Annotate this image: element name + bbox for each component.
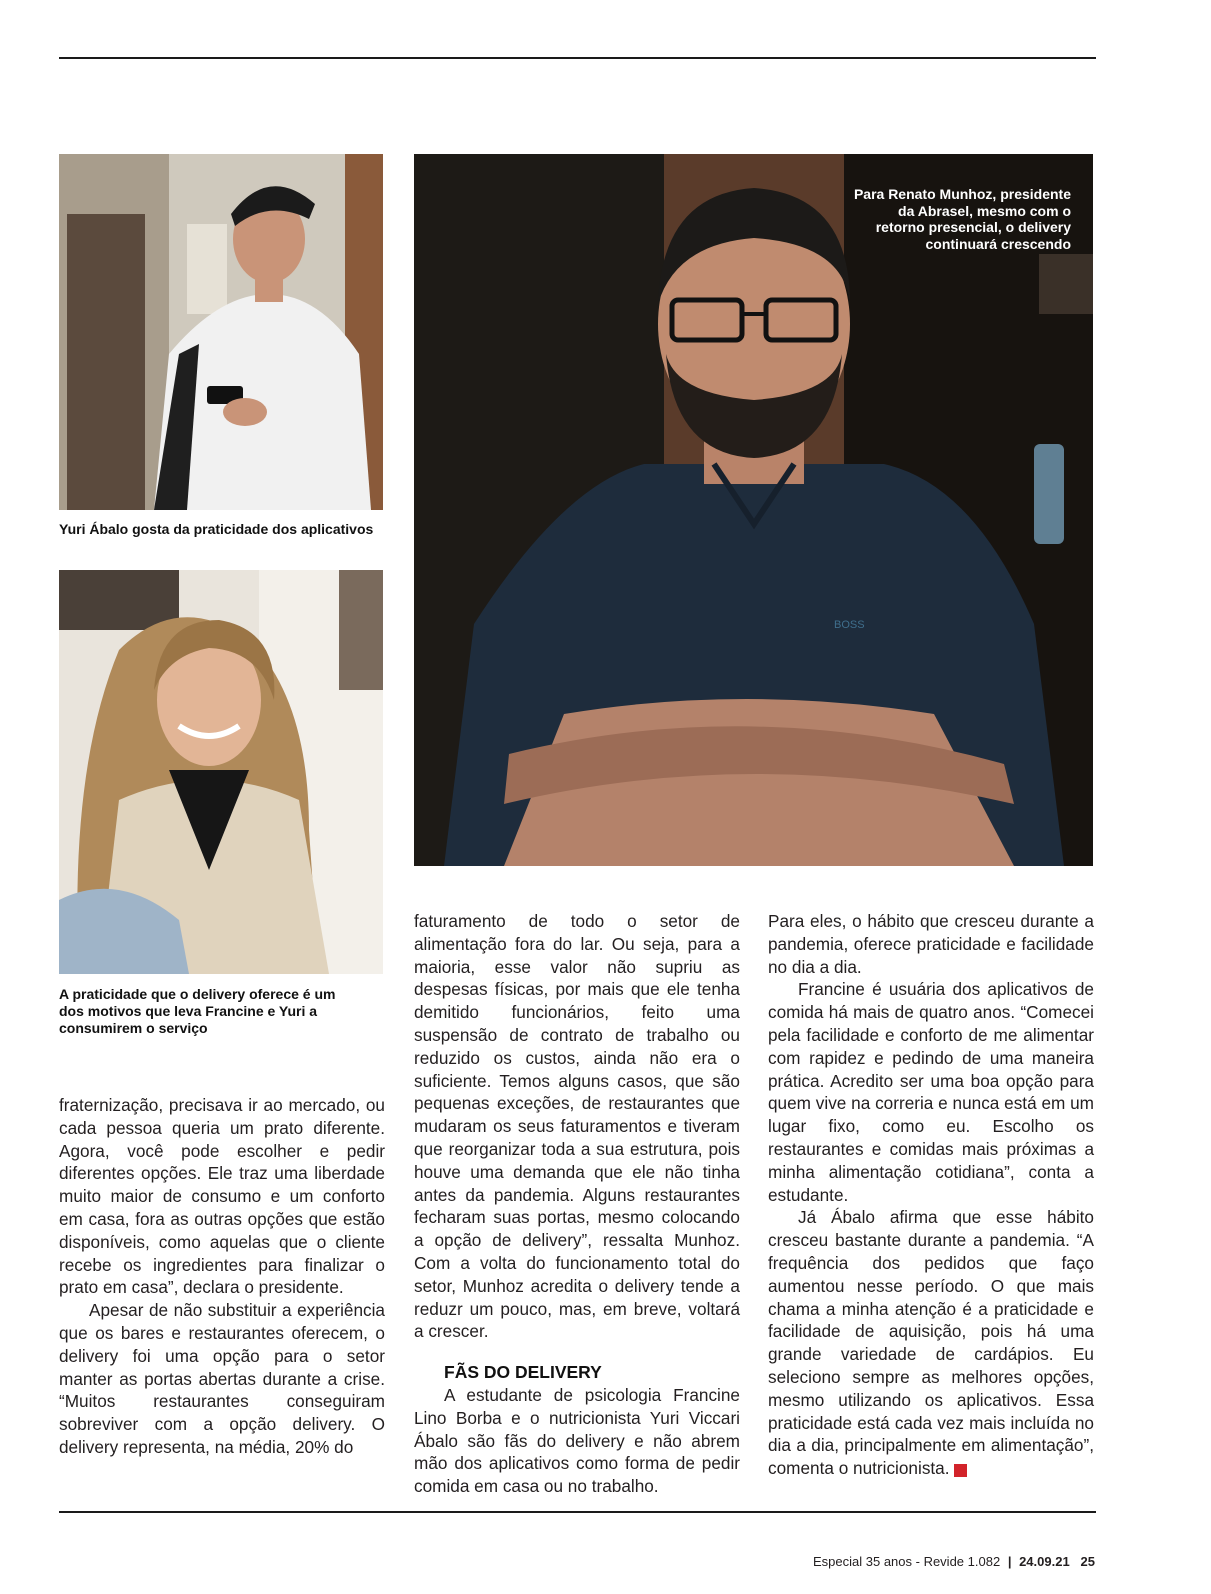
body-column-middle bbox=[414, 910, 740, 1498]
caption-yuri: Yuri Ábalo gosta da praticidade dos aplicativos bbox=[59, 521, 374, 537]
body-paragraph: A estudante de psicologia Francine Lino Borba e o nutricionista Yuri Viccari Ábalo são fãs do delivery e não abrem mão dos aplicativos como forma de pedir comida em casa ou no trabalho. bbox=[414, 1384, 740, 1497]
bottom-rule bbox=[59, 1511, 1096, 1513]
page-number: 25 bbox=[1080, 1554, 1095, 1569]
photo-francine bbox=[59, 570, 383, 974]
photo-yuri bbox=[59, 154, 383, 510]
body-paragraph-last bbox=[768, 1206, 1094, 1480]
body-paragraph: fraternização, precisava ir ao mercado, ou cada pessoa queria um prato diferente. Agora, você pode escolher e pedir diferentes opções. Ele traz uma liberdade muito maior de consumo e um conforto em casa, fora as outras opções que estão disponíveis, como aquelas que o cliente recebe os ingredientes para finalizar o prato em casa”, declara o presidente. bbox=[59, 1095, 385, 1298]
caption-francine: A praticidade que o delivery oferece é um dos motivos que leva Francine e Yuri a consumirem o serviço bbox=[59, 986, 336, 1036]
page-folio bbox=[813, 1554, 1095, 1569]
body-paragraph: faturamento de todo o setor de alimentação fora do lar. Ou seja, para a maioria, esse valor não supriu as despesas físicas, por mais que ele tenha demitido funcionários, feito uma suspensão de contrato de trabalho ou reduzido os custos, ainda não era o suficiente. Temos alguns casos, que são pequenas exceções, de restaurantes que mudaram os seus faturamentos e tiveram que reorganizar toda a sua estrutura, pois houve uma demanda que ele não tinha antes da pandemia. Alguns restaurantes fecharam suas portas, mesmo colocando a opção de delivery”, ressalta Munhoz. Com a volta do funcionamento total do setor, Munhoz acredita o delivery tende a reduzr um pouco, mas, em breve, voltará a crescer. bbox=[414, 911, 740, 1342]
body-column-left bbox=[59, 1094, 385, 1459]
body-paragraph: Apesar de não substituir a experiência que os bares e restaurantes oferecem, o delivery foi uma opção para o setor manter as portas abertas durante a crise. “Muitos restaurantes conseguiram sobreviver com a opção delivery. O delivery representa, na média, 20% do bbox=[59, 1300, 385, 1457]
section-subhead: FÃS DO DELIVERY bbox=[444, 1362, 602, 1383]
folio-separator: | bbox=[1007, 1554, 1012, 1569]
shirt-logo: BOSS bbox=[834, 619, 865, 631]
body-paragraph: Para eles, o hábito que cresceu durante a pandemia, oferece praticidade e facilidade no dia a dia. bbox=[768, 911, 1094, 977]
end-mark-icon: R bbox=[954, 1464, 967, 1477]
caption-renato: Para Renato Munhoz, presidente da Abrasel, mesmo com o retorno presencial, o delivery continuará crescendo bbox=[853, 186, 1071, 252]
folio-publication: Especial 35 anos - Revide 1.082 bbox=[813, 1554, 1001, 1569]
photo-renato bbox=[414, 154, 1093, 866]
body-paragraph-text: Já Ábalo afirma que esse hábito cresceu bastante durante a pandemia. “A frequência dos pedidos que faço aumentou nesse período. O que mais chama a minha atenção é a praticidade e facilidade de aquisição, pois há uma grande variedade de cardápios. Eu seleciono sempre as melhores opções, mesmo utilizando os aplicativos. Essa praticidade está cada vez mais incluída no dia a dia, principalmente em alimentação”, comenta o nutricionista. bbox=[768, 1207, 1094, 1479]
top-rule bbox=[59, 57, 1096, 59]
body-paragraph: Francine é usuária dos aplicativos de comida há mais de quatro anos. “Comecei pela facilidade e conforto de me alimentar com rapidez e pedindo de uma maneira prática. Acredito ser uma boa opção para quem vive na correria e nunca está em um lugar fixo, como eu. Escolho os restaurantes e comidas mais próximas a minha alimentação cotidiana”, conta a estudante. bbox=[768, 979, 1094, 1205]
folio-date: 24.09.21 bbox=[1019, 1554, 1070, 1569]
body-column-right bbox=[768, 910, 1094, 1480]
